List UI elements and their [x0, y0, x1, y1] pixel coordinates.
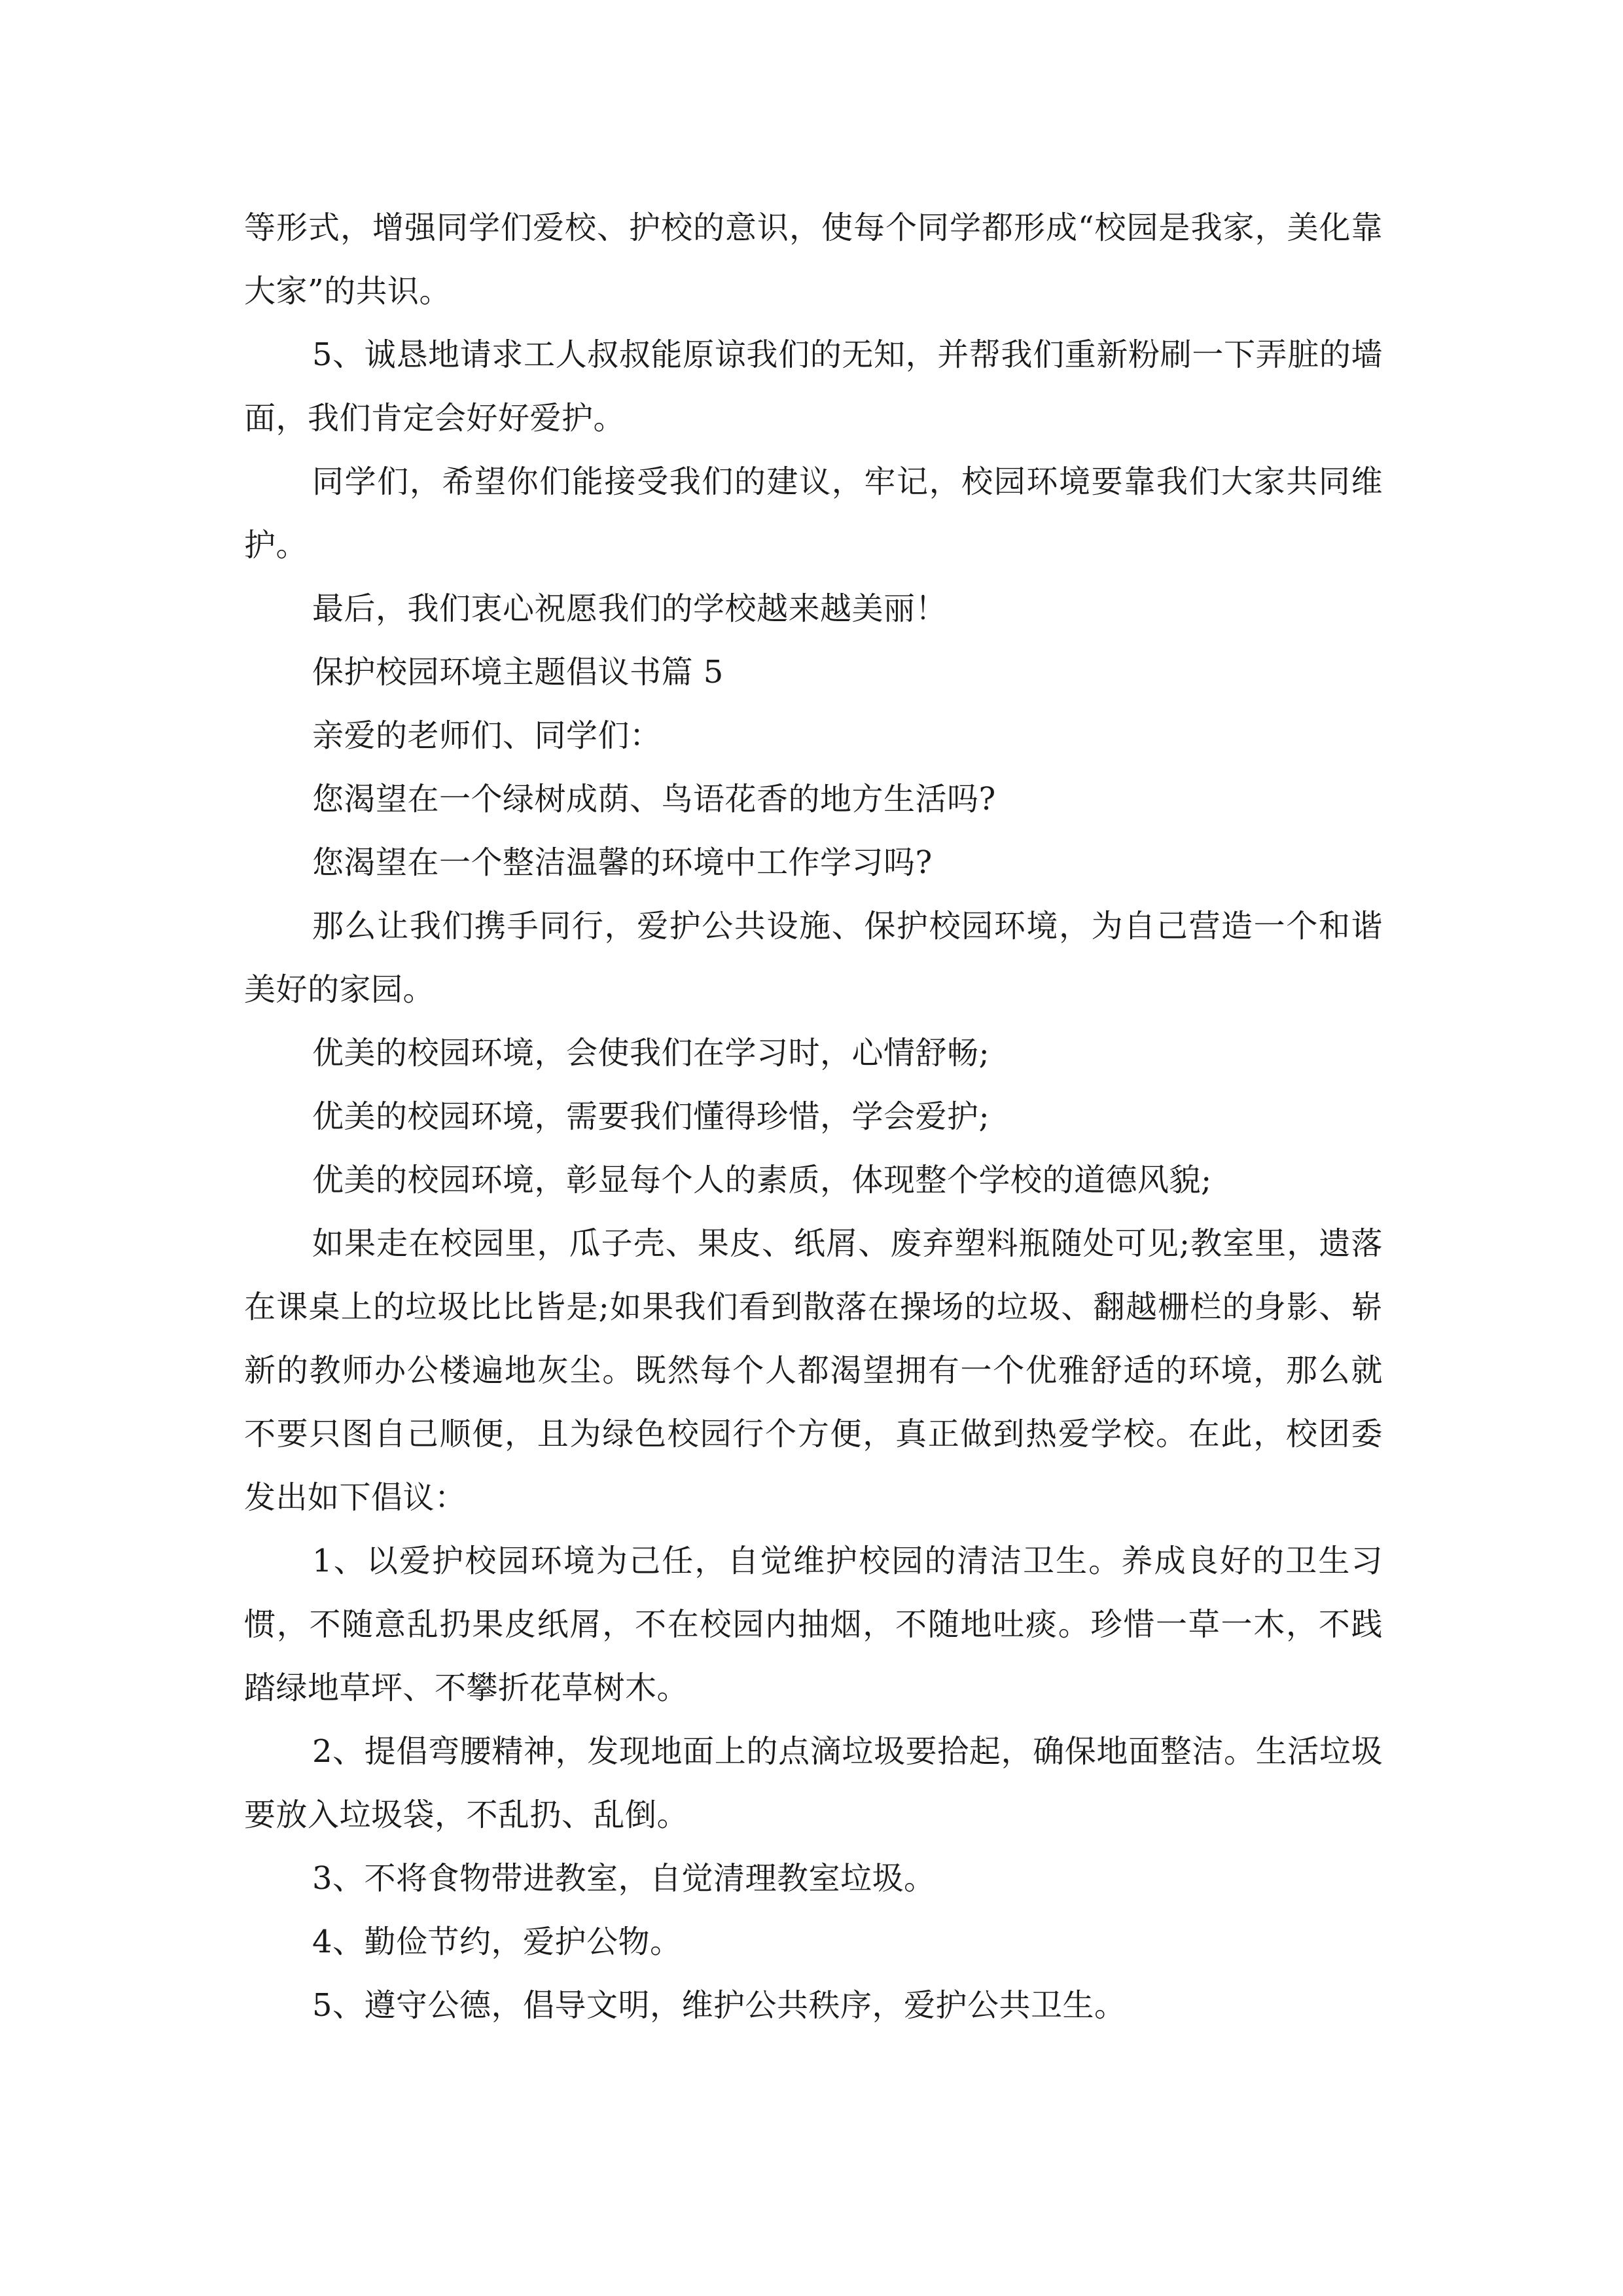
paragraph-question-2: 您渴望在一个整洁温馨的环境中工作学习吗?	[312, 844, 933, 881]
paragraph-problem-description: 如果走在校园里，瓜子壳、果皮、纸屑、废弃塑料瓶随处可见;教室里，遗落在课桌上的垃圾比比皆是;如果我们看到散落在操场的垃圾、翻越栅栏的身影、崭新的教师办公楼遍地灰尘。既然每个人都渴望拥有一个优雅舒适的环境，那么就不要只图自己顺便，且为绿色校园行个方便，真正做到热爱学校。在此，校团委发出如下倡议：	[244, 1225, 1383, 1516]
paragraph-question-1: 您渴望在一个绿树成荫、鸟语花香的地方生活吗?	[312, 781, 996, 817]
paragraph-item-5-apology: 5、诚恳地请求工人叔叔能原谅我们的无知，并帮我们重新粉刷一下弄脏的墙面，我们肯定会好好爱护。	[244, 336, 1383, 437]
proposal-item-5: 5、遵守公德，倡导文明，维护公共秩序，爱护公共卫生。	[312, 1987, 1126, 2024]
proposal-item-3: 3、不将食物带进教室，自觉清理教室垃圾。	[312, 1860, 936, 1897]
section-heading: 保护校园环境主题倡议书篇 5	[312, 654, 724, 691]
paragraph-environment-1: 优美的校园环境，会使我们在学习时，心情舒畅;	[312, 1035, 990, 1071]
paragraph-closing-wish: 最后，我们衷心祝愿我们的学校越来越美丽！	[312, 590, 948, 627]
paragraph-continuation: 等形式，增强同学们爱校、护校的意识，使每个同学都形成“校园是我家，美化靠大家”的共识。	[244, 209, 1383, 310]
document-body	[244, 196, 1383, 2037]
paragraph-environment-3: 优美的校园环境，彰显每个人的素质，体现整个学校的道德风貌;	[312, 1162, 1212, 1198]
paragraph-environment-2: 优美的校园环境，需要我们懂得珍惜，学会爱护;	[312, 1098, 990, 1135]
proposal-item-2: 2、提倡弯腰精神，发现地面上的点滴垃圾要拾起，确保地面整洁。生活垃圾要放入垃圾袋，不乱扔、乱倒。	[244, 1733, 1383, 1833]
paragraph-appeal: 同学们，希望你们能接受我们的建议，牢记，校园环境要靠我们大家共同维护。	[244, 463, 1383, 564]
proposal-item-1: 1、以爱护校园环境为己任，自觉维护校园的清洁卫生。养成良好的卫生习惯，不随意乱扔果皮纸屑，不在校园内抽烟，不随地吐痰。珍惜一草一木，不践踏绿地草坪、不攀折花草树木。	[244, 1543, 1383, 1706]
proposal-item-4: 4、勤俭节约，爱护公物。	[312, 1924, 682, 1960]
paragraph-invitation: 那么让我们携手同行，爱护公共设施、保护校园环境，为自己营造一个和谐美好的家园。	[244, 908, 1383, 1008]
salutation: 亲爱的老师们、同学们：	[312, 717, 662, 754]
